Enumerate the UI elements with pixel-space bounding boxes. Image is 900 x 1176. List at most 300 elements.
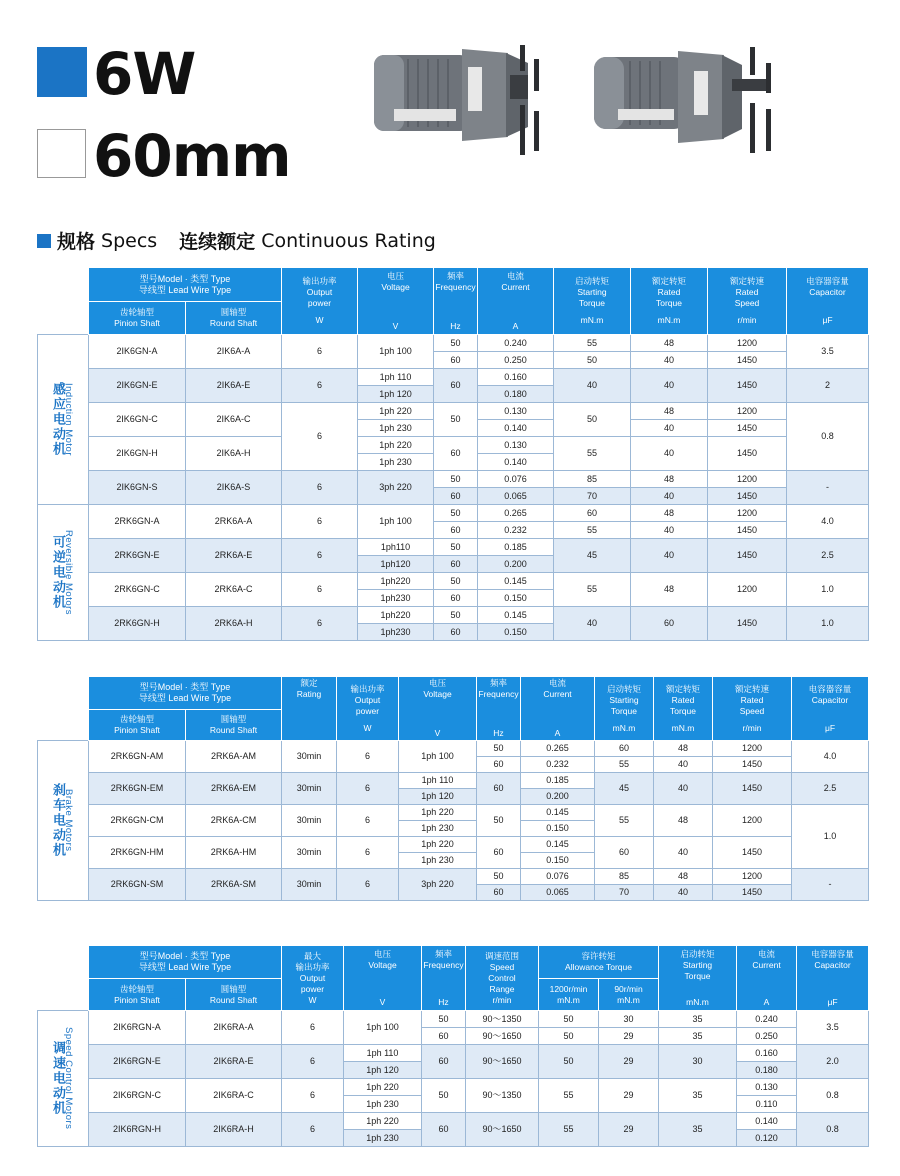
voltage-header: 电压 Voltage V xyxy=(358,268,434,335)
table-cell: 55 xyxy=(595,757,654,773)
table-cell: 0.185 xyxy=(521,773,595,789)
table-cell: 1450 xyxy=(708,539,787,573)
table-cell: 60 xyxy=(434,437,478,471)
allowance-torque-header: 容许转矩 Allowance Torque xyxy=(539,946,659,979)
table-cell: 2RK6GN-E xyxy=(89,539,186,573)
table-cell: 2RK6GN-CM xyxy=(89,805,186,837)
table-cell: 2RK6A-SM xyxy=(186,869,282,901)
table-cell: 2RK6A-AM xyxy=(186,741,282,773)
table-cell: 0.150 xyxy=(521,853,595,869)
round-shaft-header: 圆轴型 Round Shaft xyxy=(186,302,282,335)
table-cell: 0.145 xyxy=(521,837,595,853)
rating-cn: 连续额定 xyxy=(179,231,256,253)
table-cell: 60 xyxy=(422,1113,466,1147)
table-cell: 40 xyxy=(654,885,713,901)
table-cell: 0.150 xyxy=(478,624,554,641)
table-cell: 0.160 xyxy=(478,369,554,386)
table-cell: 0.265 xyxy=(478,505,554,522)
current-header: 电流 Current A xyxy=(521,677,595,741)
table-cell: 30min xyxy=(282,773,337,805)
table-cell: 6 xyxy=(282,573,358,607)
table-cell: 60 xyxy=(434,488,478,505)
table-cell: 50 xyxy=(434,607,478,624)
table-cell: 6 xyxy=(282,471,358,505)
frequency-header: 频率 Frequency Hz xyxy=(422,946,466,1011)
table-cell: 1ph 230 xyxy=(358,454,434,471)
table-cell: 50 xyxy=(422,1079,466,1113)
category-brake-motors: 刹车电动机 Brake Motors xyxy=(38,741,89,901)
table-cell: 0.130 xyxy=(478,437,554,454)
table-cell: 35 xyxy=(659,1113,737,1147)
table-cell: 48 xyxy=(631,505,708,522)
table-cell: 1.0 xyxy=(792,805,869,869)
table-cell: 0.065 xyxy=(521,885,595,901)
table-cell: 60 xyxy=(477,837,521,869)
table-cell: 50 xyxy=(477,741,521,757)
table-cell: 55 xyxy=(554,522,631,539)
table-cell: 2RK6GN-C xyxy=(89,573,186,607)
table-cell: 2RK6A-H xyxy=(186,607,282,641)
table-cell: 2.5 xyxy=(792,773,869,805)
table-cell: 40 xyxy=(631,420,708,437)
category-speed-control-motors: 调速电动机 Speed Control Motors xyxy=(38,1011,89,1147)
table-cell: 2IK6RGN-H xyxy=(89,1113,186,1147)
table-cell: 45 xyxy=(595,773,654,805)
table-cell: 0.140 xyxy=(737,1113,797,1130)
table-cell: 0.150 xyxy=(521,821,595,837)
table-cell: 2RK6GN-A xyxy=(89,505,186,539)
table-cell: 0.180 xyxy=(737,1062,797,1079)
table-cell: 1ph220 xyxy=(358,573,434,590)
table-cell: 6 xyxy=(337,837,399,869)
table-cell: 0.065 xyxy=(478,488,554,505)
table-cell: 1450 xyxy=(713,773,792,805)
table-cell: 2IK6RA-E xyxy=(186,1045,282,1079)
table-cell: 48 xyxy=(631,471,708,488)
table-cell: 1450 xyxy=(708,352,787,369)
table-cell: 0.200 xyxy=(521,789,595,805)
table-cell: 3.5 xyxy=(797,1011,869,1045)
rated-torque-header: 额定转矩 Rated Torque mN.m xyxy=(631,268,708,335)
table-cell: 90～1350 xyxy=(466,1079,539,1113)
table-cell: 3ph 220 xyxy=(399,869,477,901)
table-cell: 0.130 xyxy=(478,403,554,420)
model-type-header: 型号Model · 类型 Type 导线型 Lead Wire Type xyxy=(89,268,282,302)
table-cell: 1ph 230 xyxy=(344,1130,422,1147)
table-cell: 2IK6GN-C xyxy=(89,403,186,437)
gear-motor-photo-left xyxy=(370,45,570,160)
table-cell: 60 xyxy=(631,607,708,641)
table-cell: 0.130 xyxy=(737,1079,797,1096)
table-cell: 0.180 xyxy=(478,386,554,403)
model-type-header: 型号Model · 类型 Type 导线型 Lead Wire Type xyxy=(89,946,282,979)
table-cell: 1200 xyxy=(708,573,787,607)
table-cell: 1ph 110 xyxy=(358,369,434,386)
table-cell: 3.5 xyxy=(787,335,869,369)
table-cell: 6 xyxy=(282,1113,344,1147)
table-cell: 85 xyxy=(595,869,654,885)
rated-speed-header: 额定转速 Rated Speed r/min xyxy=(713,677,792,741)
table-cell: 60 xyxy=(434,522,478,539)
table-cell: 0.232 xyxy=(521,757,595,773)
table-cell: 6 xyxy=(282,1079,344,1113)
starting-torque-header: 启动转矩 Starting Torque mN.m xyxy=(659,946,737,1011)
table-cell: 2.5 xyxy=(787,539,869,573)
rated-speed-header: 额定转速 Rated Speed r/min xyxy=(708,268,787,335)
table-cell: 0.150 xyxy=(478,590,554,607)
table-cell: 2IK6RA-A xyxy=(186,1011,282,1045)
table-cell: - xyxy=(792,869,869,901)
table-cell: 1ph 230 xyxy=(399,853,477,869)
voltage-header: 电压 Voltage V xyxy=(399,677,477,741)
category-reversible-motors: 可逆电动机 Reversible Motors xyxy=(38,505,89,641)
table-cell: 30min xyxy=(282,869,337,901)
table-cell: 29 xyxy=(599,1113,659,1147)
table-cell: 6 xyxy=(282,335,358,369)
rating-en: Continuous Rating xyxy=(261,229,436,252)
table-cell: 3ph 220 xyxy=(358,471,434,505)
table-cell: 50 xyxy=(554,403,631,437)
table-cell: 0.120 xyxy=(737,1130,797,1147)
table-cell: 1ph230 xyxy=(358,590,434,607)
table-cell: 1200 xyxy=(708,471,787,488)
table-cell: 70 xyxy=(554,488,631,505)
table-cell: 1ph 100 xyxy=(344,1011,422,1045)
output-power-header: 输出功率 Output power W xyxy=(337,677,399,741)
table-cell: 60 xyxy=(434,590,478,607)
table-cell: 0.250 xyxy=(478,352,554,369)
table-cell: 48 xyxy=(654,805,713,837)
table-cell: 2RK6A-HM xyxy=(186,837,282,869)
current-header: 电流 Current A xyxy=(737,946,797,1011)
table-cell: 2RK6A-EM xyxy=(186,773,282,805)
table-cell: 2IK6RA-C xyxy=(186,1079,282,1113)
table-cell: 50 xyxy=(434,539,478,556)
table-cell: 6 xyxy=(282,1011,344,1045)
table-cell: 90～1350 xyxy=(466,1011,539,1028)
specs-title xyxy=(37,227,436,254)
table-cell: 1ph 110 xyxy=(399,773,477,789)
table-cell: 1450 xyxy=(713,885,792,901)
pinion-shaft-header: 齿轮轴型 Pinion Shaft xyxy=(89,979,186,1011)
table-cell: 0.160 xyxy=(737,1045,797,1062)
table-cell: 40 xyxy=(631,522,708,539)
table-cell: 35 xyxy=(659,1028,737,1045)
gear-motor-photo-right xyxy=(590,45,790,160)
table-cell: 70 xyxy=(595,885,654,901)
table-cell: 0.8 xyxy=(787,403,869,471)
table-cell: 2 xyxy=(787,369,869,403)
table-cell: 90～1650 xyxy=(466,1045,539,1079)
table-cell: 0.140 xyxy=(478,420,554,437)
table-cell: 0.232 xyxy=(478,522,554,539)
table-cell: 6 xyxy=(337,773,399,805)
table-cell: 1ph 220 xyxy=(344,1079,422,1096)
pinion-shaft-header: 齿轮轴型 Pinion Shaft xyxy=(89,302,186,335)
specs-en: Specs xyxy=(101,229,158,252)
table-cell: 1ph 100 xyxy=(358,335,434,369)
table-cell: 2RK6GN-EM xyxy=(89,773,186,805)
table-cell: 60 xyxy=(477,773,521,805)
table-cell: 50 xyxy=(477,869,521,885)
table-cell: 6 xyxy=(337,869,399,901)
table-cell: 1ph 230 xyxy=(399,821,477,837)
table-cell: 4.0 xyxy=(792,741,869,773)
table-cell: 50 xyxy=(434,573,478,590)
allowance-90-header: 90r/min mN.m xyxy=(599,979,659,1011)
frame-size-heading: 60mm xyxy=(93,122,291,190)
blue-square-marker xyxy=(37,47,87,97)
table-cell: 1ph 100 xyxy=(399,741,477,773)
table-cell: 1ph110 xyxy=(358,539,434,556)
max-output-power-header: 最大 输出功率 Output power W xyxy=(282,946,344,1011)
table-cell: 0.110 xyxy=(737,1096,797,1113)
table-cell: 0.076 xyxy=(521,869,595,885)
starting-torque-header: 启动转矩 Starting Torque mN.m xyxy=(554,268,631,335)
table-cell: 48 xyxy=(631,573,708,607)
table-cell: 0.8 xyxy=(797,1079,869,1113)
table-cell: 35 xyxy=(659,1079,737,1113)
table-cell: 2IK6GN-E xyxy=(89,369,186,403)
table-cell: 2IK6GN-H xyxy=(89,437,186,471)
table-cell: 0.145 xyxy=(521,805,595,821)
table-cell: 6 xyxy=(282,505,358,539)
table-cell: 0.250 xyxy=(737,1028,797,1045)
table-cell: 1200 xyxy=(708,505,787,522)
table-cell: 60 xyxy=(434,624,478,641)
specs-cn: 规格 xyxy=(57,231,96,253)
table-cell: 1200 xyxy=(708,335,787,352)
table-cell: 50 xyxy=(554,352,631,369)
voltage-header: 电压 Voltage V xyxy=(344,946,422,1011)
power-rating-heading: 6W xyxy=(93,40,196,108)
spec-table-brake-motors xyxy=(37,676,869,901)
table-cell: 2RK6A-C xyxy=(186,573,282,607)
table-cell: 60 xyxy=(434,556,478,573)
model-type-header: 型号Model · 类型 Type 导线型 Lead Wire Type xyxy=(89,677,282,710)
table-cell: 1200 xyxy=(713,805,792,837)
table-cell: - xyxy=(787,471,869,505)
table-cell: 6 xyxy=(282,539,358,573)
table-cell: 40 xyxy=(654,773,713,805)
table-cell: 50 xyxy=(422,1011,466,1028)
speed-control-range-header: 调速范围 Speed Control Range r/min xyxy=(466,946,539,1011)
pinion-shaft-header: 齿轮轴型 Pinion Shaft xyxy=(89,710,186,741)
table-cell: 40 xyxy=(631,437,708,471)
table-cell: 29 xyxy=(599,1079,659,1113)
round-shaft-header: 圆轴型 Round Shaft xyxy=(186,710,282,741)
table-cell: 55 xyxy=(539,1079,599,1113)
table-cell: 6 xyxy=(282,607,358,641)
table-cell: 85 xyxy=(554,471,631,488)
table-cell: 1ph 100 xyxy=(358,505,434,539)
table-cell: 0.200 xyxy=(478,556,554,573)
table-cell: 2RK6A-CM xyxy=(186,805,282,837)
table-cell: 1ph 220 xyxy=(344,1113,422,1130)
table-cell: 1ph120 xyxy=(358,556,434,573)
table-cell: 60 xyxy=(434,352,478,369)
table-cell: 60 xyxy=(422,1028,466,1045)
frequency-header: 频率 Frequency Hz xyxy=(477,677,521,741)
rating-header: 额定 Rating xyxy=(282,677,337,741)
table-cell: 29 xyxy=(599,1028,659,1045)
table-cell: 40 xyxy=(631,488,708,505)
table-cell: 0.140 xyxy=(478,454,554,471)
table-cell: 55 xyxy=(554,573,631,607)
title-marker xyxy=(37,234,51,248)
table-cell: 60 xyxy=(477,885,521,901)
table-cell: 1450 xyxy=(708,488,787,505)
capacitor-header: 电容器容量 Capacitor μF xyxy=(792,677,869,741)
table-cell: 1ph 220 xyxy=(358,437,434,454)
table-cell: 2IK6RGN-A xyxy=(89,1011,186,1045)
table-cell: 60 xyxy=(554,505,631,522)
table-cell: 2RK6A-A xyxy=(186,505,282,539)
table-cell: 1ph 230 xyxy=(344,1096,422,1113)
table-cell: 40 xyxy=(654,837,713,869)
table-cell: 0.145 xyxy=(478,573,554,590)
table-cell: 30 xyxy=(659,1045,737,1079)
table-cell: 1450 xyxy=(708,607,787,641)
table-cell: 2RK6GN-AM xyxy=(89,741,186,773)
table-cell: 1200 xyxy=(713,869,792,885)
table-cell: 50 xyxy=(434,471,478,488)
table-cell: 0.185 xyxy=(478,539,554,556)
table-cell: 40 xyxy=(631,369,708,403)
table-cell: 4.0 xyxy=(787,505,869,539)
table-cell: 2IK6A-C xyxy=(186,403,282,437)
table-cell: 90～1650 xyxy=(466,1028,539,1045)
table-cell: 0.240 xyxy=(737,1011,797,1028)
table-cell: 6 xyxy=(282,1045,344,1079)
capacitor-header: 电容器容量 Capacitor μF xyxy=(797,946,869,1011)
table-cell: 1450 xyxy=(713,757,792,773)
table-cell: 0.076 xyxy=(478,471,554,488)
table-cell: 48 xyxy=(631,335,708,352)
table-cell: 1ph 220 xyxy=(399,837,477,853)
table-cell: 60 xyxy=(422,1045,466,1079)
table-cell: 1ph 120 xyxy=(358,386,434,403)
round-shaft-header: 圆轴型 Round Shaft xyxy=(186,979,282,1011)
allowance-1200-header: 1200r/min mN.m xyxy=(539,979,599,1011)
table-cell: 48 xyxy=(654,741,713,757)
table-cell: 0.240 xyxy=(478,335,554,352)
spec-table-induction-reversible xyxy=(37,267,869,641)
table-cell: 6 xyxy=(337,805,399,837)
table-cell: 50 xyxy=(539,1045,599,1079)
table-cell: 48 xyxy=(654,869,713,885)
table-cell: 6 xyxy=(337,741,399,773)
table-cell: 2RK6GN-H xyxy=(89,607,186,641)
table-cell: 55 xyxy=(595,805,654,837)
table-cell: 30min xyxy=(282,741,337,773)
table-cell: 40 xyxy=(554,369,631,403)
table-cell: 40 xyxy=(554,607,631,641)
white-square-marker xyxy=(37,129,86,178)
table-cell: 0.265 xyxy=(521,741,595,757)
table-cell: 55 xyxy=(554,335,631,352)
table-cell: 55 xyxy=(554,437,631,471)
table-cell: 0.8 xyxy=(797,1113,869,1147)
table-cell: 2IK6A-H xyxy=(186,437,282,471)
category-induction-motor: 感应电动机 Induction Motor xyxy=(38,335,89,505)
rated-torque-header: 额定转矩 Rated Torque mN.m xyxy=(654,677,713,741)
table-cell: 1450 xyxy=(708,522,787,539)
table-cell: 1ph 120 xyxy=(399,789,477,805)
table-cell: 2RK6GN-HM xyxy=(89,837,186,869)
table-cell: 6 xyxy=(282,369,358,403)
output-power-header: 输出功率 Output power W xyxy=(282,268,358,335)
table-cell: 2IK6RA-H xyxy=(186,1113,282,1147)
table-cell: 40 xyxy=(631,539,708,573)
table-cell: 2.0 xyxy=(797,1045,869,1079)
table-cell: 2IK6A-E xyxy=(186,369,282,403)
starting-torque-header: 启动转矩 Starting Torque mN.m xyxy=(595,677,654,741)
table-cell: 60 xyxy=(434,369,478,403)
table-cell: 29 xyxy=(599,1045,659,1079)
table-cell: 1ph 220 xyxy=(358,403,434,420)
table-cell: 30min xyxy=(282,805,337,837)
table-cell: 1ph220 xyxy=(358,607,434,624)
table-cell: 2IK6A-S xyxy=(186,471,282,505)
table-cell: 1450 xyxy=(708,420,787,437)
table-cell: 60 xyxy=(595,837,654,869)
table-cell: 45 xyxy=(554,539,631,573)
table-cell: 1ph 220 xyxy=(399,805,477,821)
table-cell: 1.0 xyxy=(787,607,869,641)
table-cell: 1ph230 xyxy=(358,624,434,641)
table-cell: 2RK6A-E xyxy=(186,539,282,573)
table-cell: 40 xyxy=(631,352,708,369)
capacitor-header: 电容器容量 Capacitor μF xyxy=(787,268,869,335)
table-cell: 50 xyxy=(539,1011,599,1028)
table-cell: 40 xyxy=(654,757,713,773)
table-cell: 1.0 xyxy=(787,573,869,607)
table-cell: 60 xyxy=(477,757,521,773)
table-cell: 1450 xyxy=(708,437,787,471)
table-cell: 48 xyxy=(631,403,708,420)
table-cell: 50 xyxy=(434,335,478,352)
table-cell: 55 xyxy=(539,1113,599,1147)
table-cell: 1450 xyxy=(713,837,792,869)
table-cell: 1200 xyxy=(713,741,792,757)
table-cell: 50 xyxy=(539,1028,599,1045)
table-cell: 1ph 230 xyxy=(358,420,434,437)
table-cell: 60 xyxy=(595,741,654,757)
table-cell: 1450 xyxy=(708,369,787,403)
table-cell: 6 xyxy=(282,403,358,471)
table-cell: 2IK6GN-A xyxy=(89,335,186,369)
table-cell: 50 xyxy=(434,403,478,437)
table-cell: 2IK6GN-S xyxy=(89,471,186,505)
table-cell: 35 xyxy=(659,1011,737,1028)
table-cell: 0.145 xyxy=(478,607,554,624)
table-cell: 50 xyxy=(477,805,521,837)
table-cell: 90～1650 xyxy=(466,1113,539,1147)
table-cell: 1200 xyxy=(708,403,787,420)
current-header: 电流 Current A xyxy=(478,268,554,335)
table-cell: 2RK6GN-SM xyxy=(89,869,186,901)
spec-table-speed-control-motors xyxy=(37,945,869,1147)
table-cell: 30min xyxy=(282,837,337,869)
table-cell: 30 xyxy=(599,1011,659,1028)
table-cell: 2IK6RGN-E xyxy=(89,1045,186,1079)
table-cell: 1ph 120 xyxy=(344,1062,422,1079)
table-cell: 2IK6RGN-C xyxy=(89,1079,186,1113)
table-cell: 2IK6A-A xyxy=(186,335,282,369)
table-cell: 1ph 110 xyxy=(344,1045,422,1062)
table-cell: 50 xyxy=(434,505,478,522)
